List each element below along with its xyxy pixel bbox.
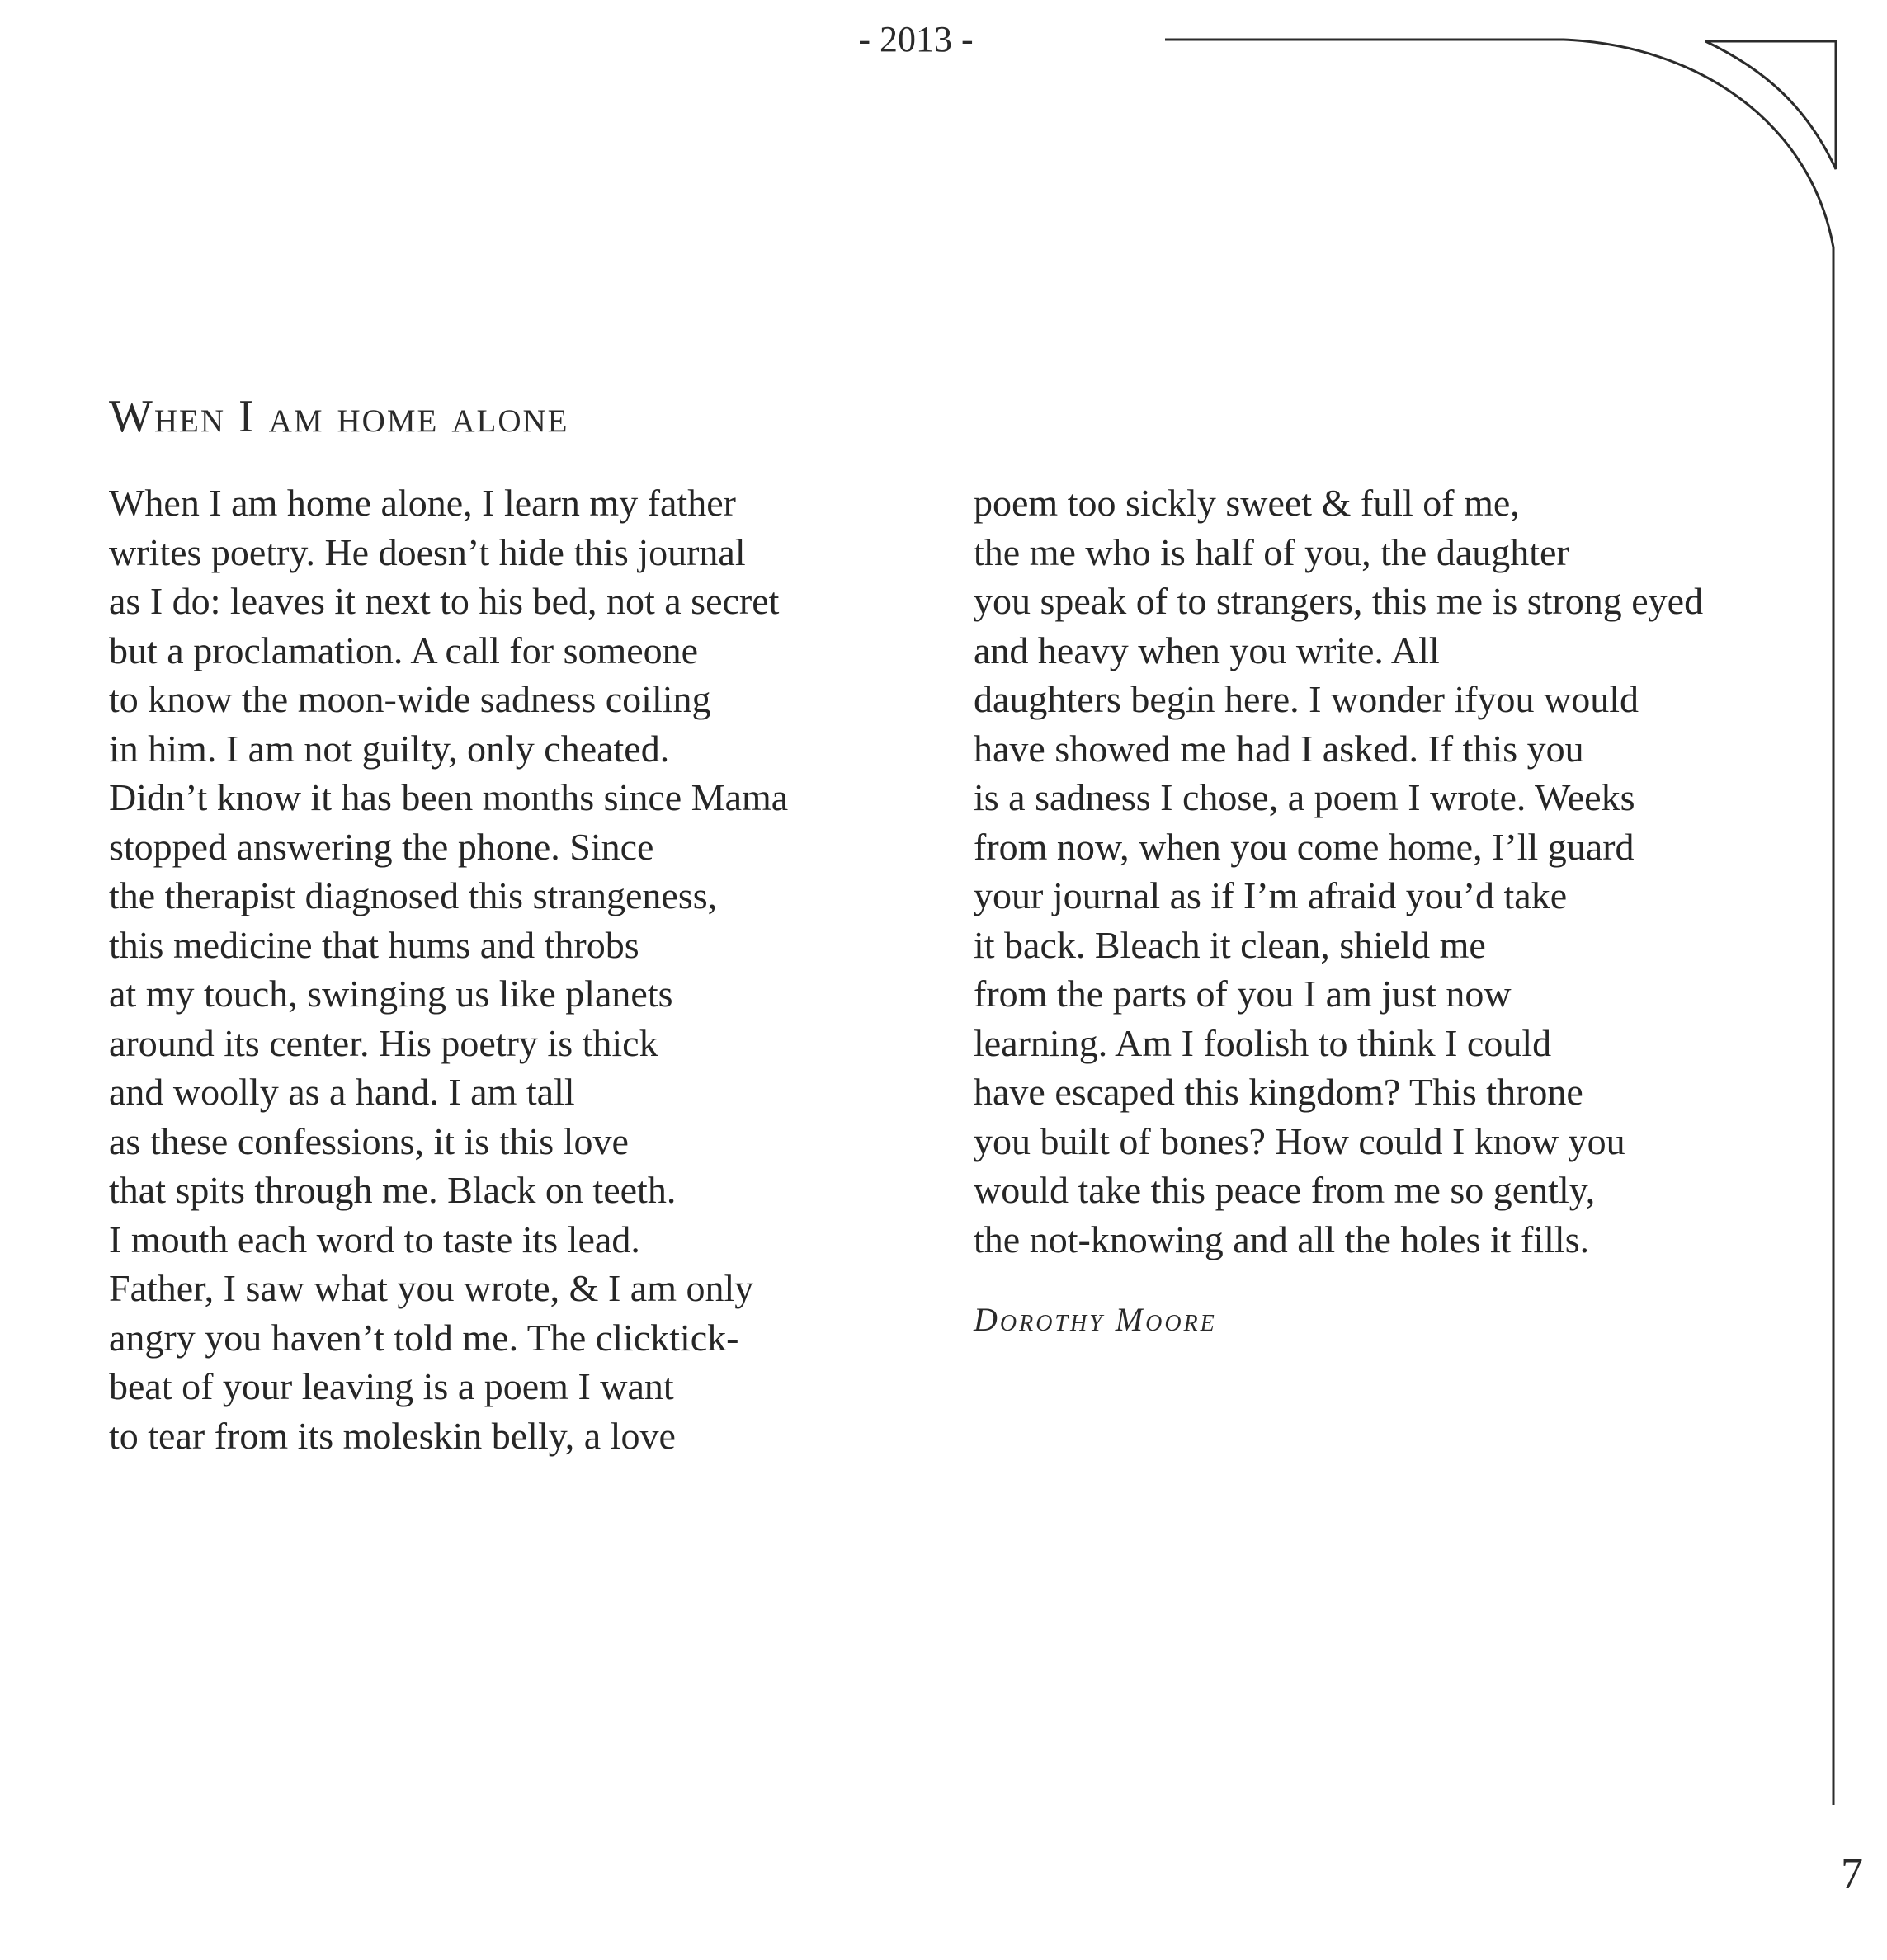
poem-line: it back. Bleach it clean, shield me bbox=[974, 923, 1486, 966]
poem-right-column bbox=[974, 478, 1703, 1264]
poem-line: at my touch, swinging us like planets bbox=[109, 973, 673, 1015]
poem-line: you built of bones? How could I know you bbox=[974, 1119, 1625, 1162]
page-number: 7 bbox=[1841, 1849, 1863, 1898]
poem-line: the not-knowing and all the holes it fills. bbox=[974, 1218, 1590, 1260]
poem-line: this medicine that hums and throbs bbox=[109, 923, 639, 966]
poem-line: as I do: leaves it next to his bed, not a secret bbox=[109, 580, 780, 622]
poem-line: have showed me had I asked. If this you bbox=[974, 727, 1584, 770]
poem-line: When I am home alone, I learn my father bbox=[109, 482, 736, 524]
poem-line: have escaped this kingdom? This throne bbox=[974, 1071, 1583, 1113]
poem-title: When I am home alone bbox=[109, 391, 569, 442]
poem-line: is a sadness I chose, a poem I wrote. Weeks bbox=[974, 776, 1635, 818]
poem-line: and heavy when you write. All bbox=[974, 629, 1440, 671]
poem-line: Father, I saw what you wrote, & I am only bbox=[109, 1267, 754, 1309]
poem-line: you speak of to strangers, this me is strong eyed bbox=[974, 580, 1704, 622]
poem-line: to tear from its moleskin belly, a love bbox=[109, 1414, 676, 1457]
poem-line: the therapist diagnosed this strangeness, bbox=[109, 874, 718, 916]
poem-line: writes poetry. He doesn’t hide this journal bbox=[109, 530, 746, 573]
poem-line: beat of your leaving is a poem I want bbox=[109, 1365, 674, 1407]
poem-line: would take this peace from me so gently, bbox=[974, 1169, 1596, 1211]
poem-line: from the parts of you I am just now bbox=[974, 973, 1512, 1015]
poem-line: as these confessions, it is this love bbox=[109, 1119, 629, 1162]
poem-line: in him. I am not guilty, only cheated. bbox=[109, 727, 670, 770]
poem-line: and woolly as a hand. I am tall bbox=[109, 1071, 575, 1113]
poem-author: Dorothy Moore bbox=[974, 1301, 1217, 1338]
poem-line: from now, when you come home, I’ll guard bbox=[974, 825, 1635, 868]
poem-line: around its center. His poetry is thick bbox=[109, 1021, 658, 1064]
poem-line: that spits through me. Black on teeth. bbox=[109, 1169, 677, 1211]
poem-line: to know the moon-wide sadness coiling bbox=[109, 678, 711, 720]
poem-line: learning. Am I foolish to think I could bbox=[974, 1021, 1552, 1064]
poem-left-column bbox=[109, 478, 788, 1460]
poem-line: your journal as if I’m afraid you’d take bbox=[974, 874, 1568, 916]
poem-line: but a proclamation. A call for someone bbox=[109, 629, 699, 671]
poem-line: stopped answering the phone. Since bbox=[109, 825, 654, 868]
poem-line: Didn’t know it has been months since Mama bbox=[109, 776, 789, 818]
poem-line: angry you haven’t told me. The clicktick- bbox=[109, 1316, 739, 1359]
poem-line: poem too sickly sweet & full of me, bbox=[974, 482, 1520, 524]
poem-line: I mouth each word to taste its lead. bbox=[109, 1218, 640, 1260]
poem-line: daughters begin here. I wonder ifyou would bbox=[974, 678, 1639, 720]
year-header: - 2013 - bbox=[858, 19, 974, 59]
poem-line: the me who is half of you, the daughter bbox=[974, 530, 1569, 573]
